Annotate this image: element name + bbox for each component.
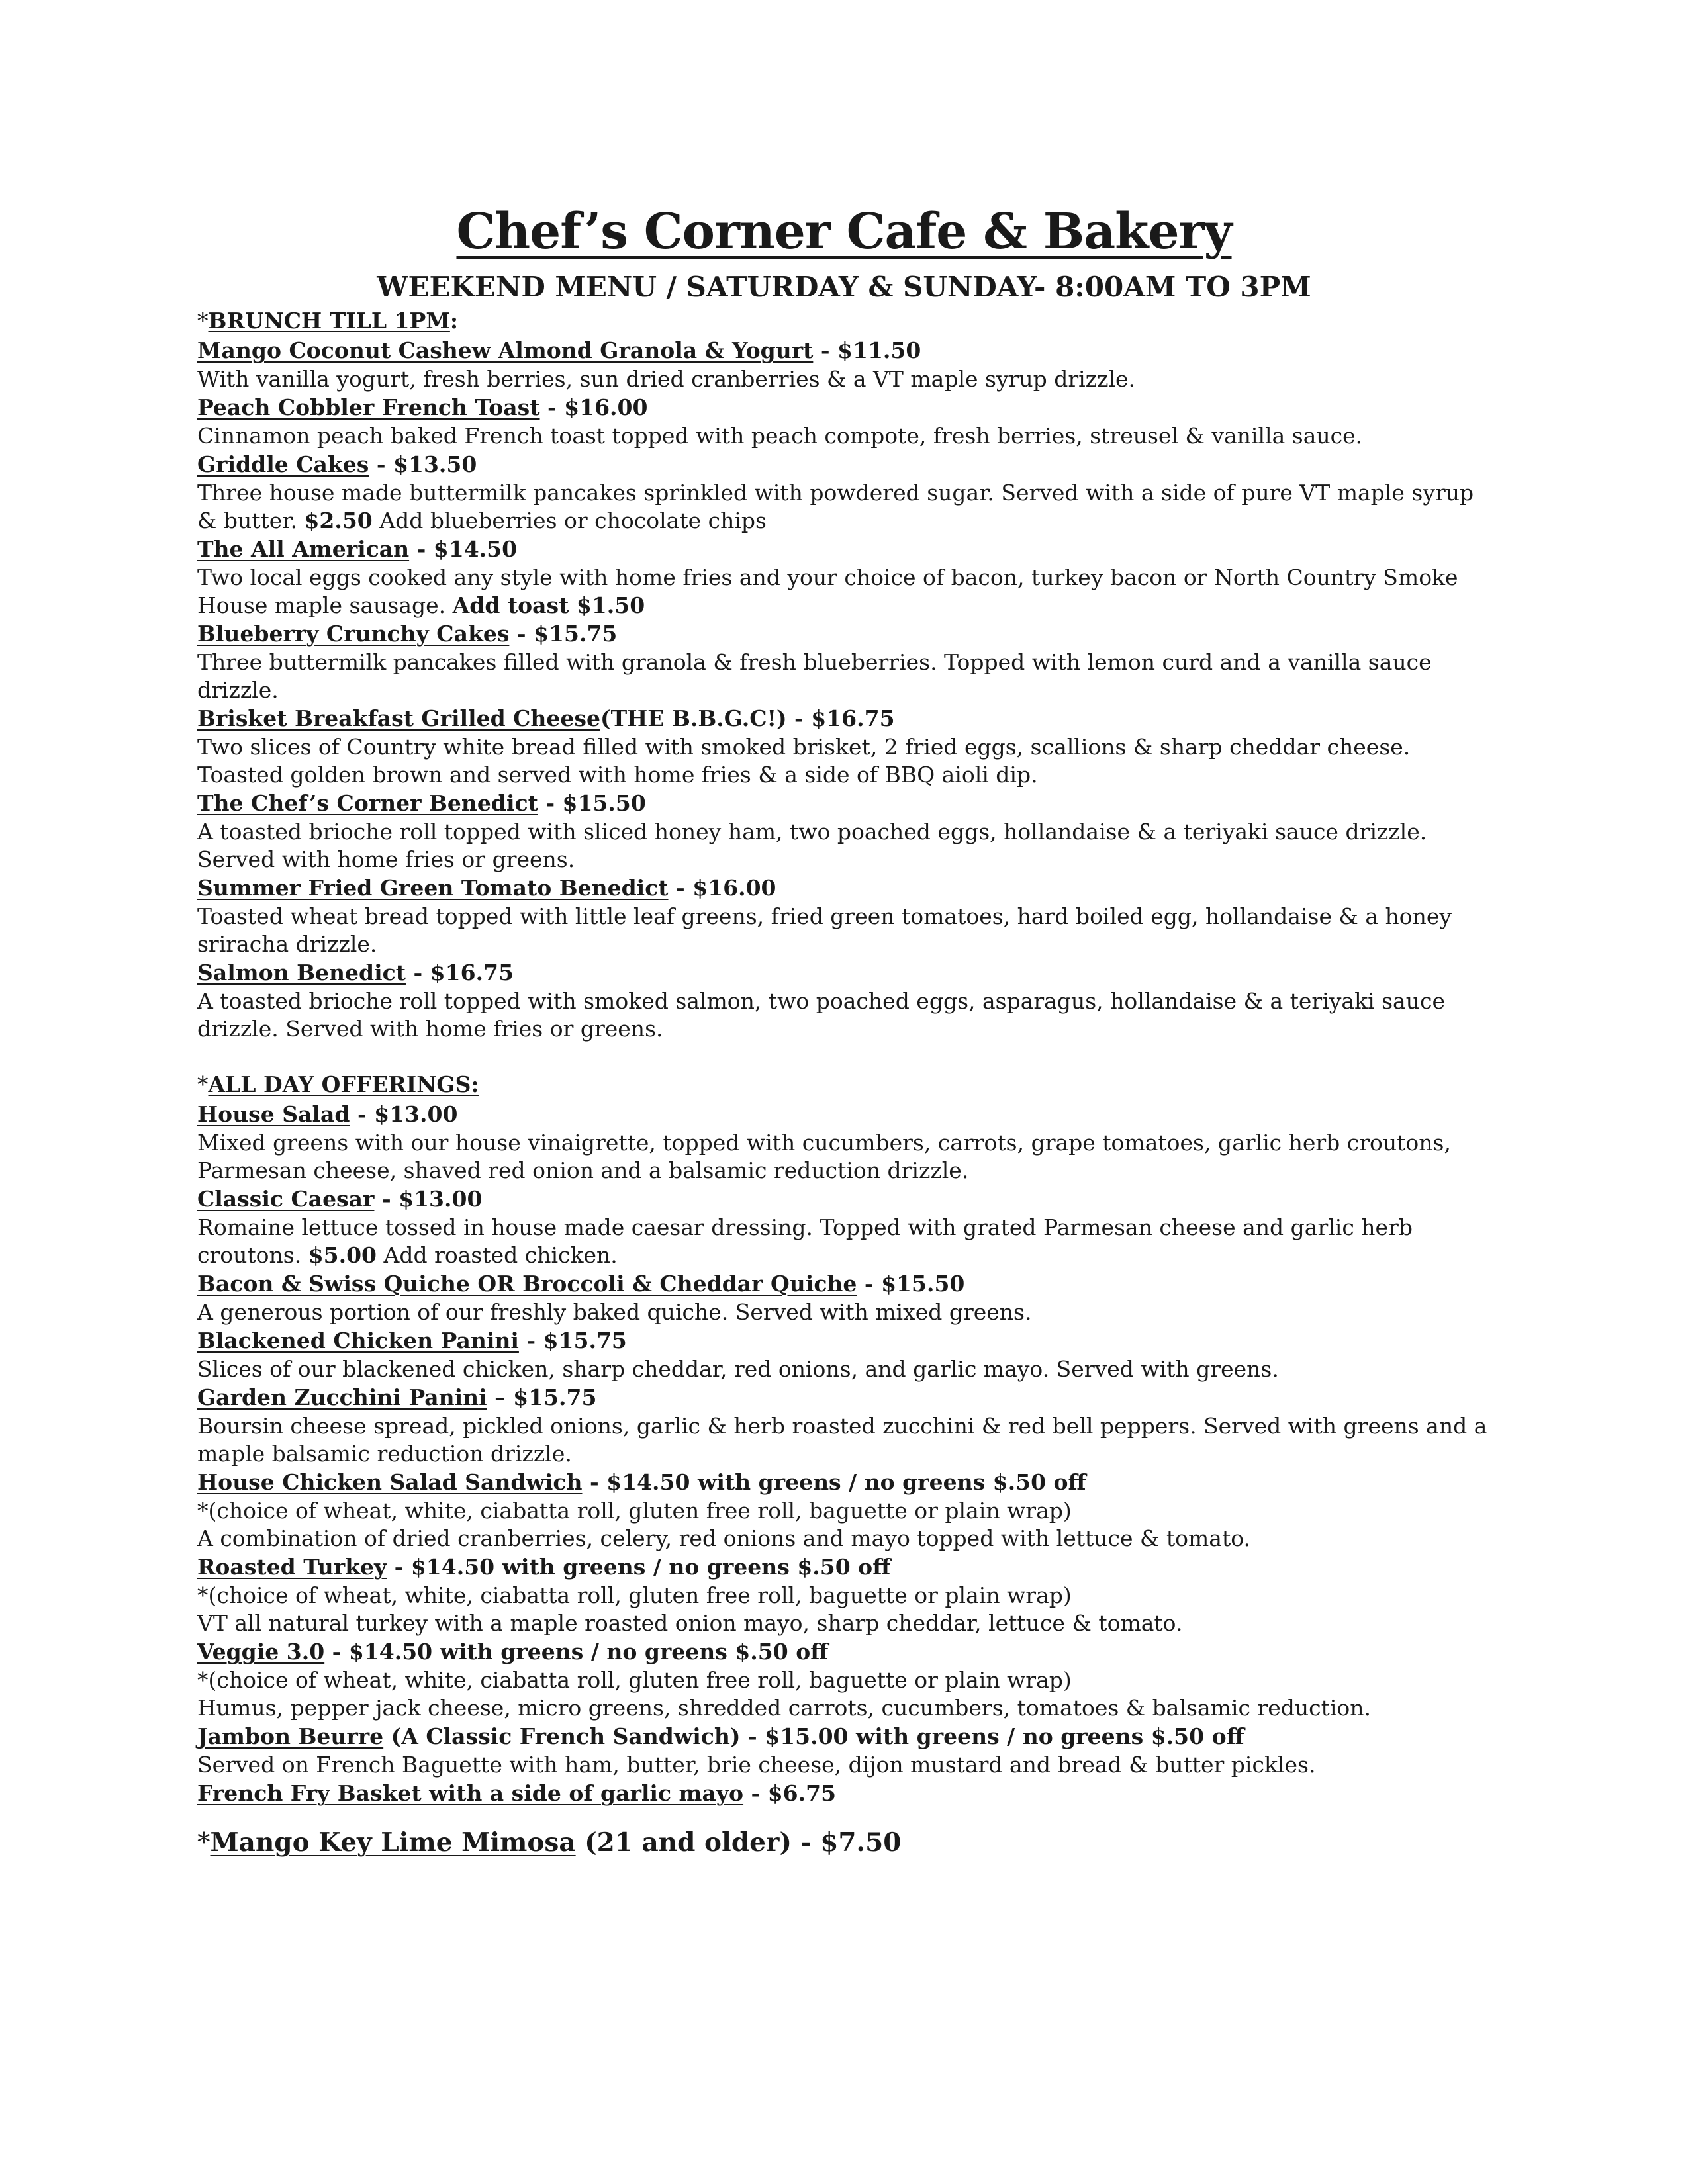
menu-item-price: - $13.00 — [350, 1101, 458, 1127]
menu-item-heading — [197, 1383, 1495, 1412]
menu-item-heading — [197, 1326, 1495, 1355]
menu-item-price: (A Classic French Sandwich) - $15.00 with greens / no greens $.50 off — [383, 1723, 1244, 1749]
menu-item-description-text: Humus, pepper jack cheese, micro greens, shredded carrots, cucumbers, tomatoes & balsamic reduction. — [197, 1695, 1372, 1721]
menu-item-name: Veggie 3.0 — [197, 1639, 325, 1664]
menu-item — [197, 874, 1495, 958]
section-heading-all-day: *ALL DAY OFFERINGS: — [197, 1071, 479, 1097]
menu-item-heading — [197, 1779, 1495, 1808]
menu-item-name: Bacon & Swiss Quiche OR Broccoli & Cheddar Quiche — [197, 1271, 857, 1297]
menu-item-price: – $15.75 — [487, 1385, 597, 1410]
menu-item-addon-text: Add roasted chicken. — [377, 1242, 618, 1268]
section-heading-brunch: *BRUNCH TILL 1PM: — [197, 308, 459, 334]
menu-item-heading — [197, 1553, 1495, 1582]
menu-item — [197, 1722, 1495, 1779]
menu-item-price: - $14.50 with greens / no greens $.50 off — [324, 1639, 829, 1664]
menu-item-description — [197, 564, 1495, 619]
menu-item-description — [197, 1214, 1495, 1269]
menu-item — [197, 1269, 1495, 1326]
menu-item-name: House Chicken Salad Sandwich — [197, 1469, 583, 1495]
menu-item-price: - $15.75 — [509, 621, 618, 647]
menu-item-description — [197, 1751, 1495, 1779]
menu-item-name: Brisket Breakfast Grilled Cheese — [197, 705, 600, 731]
menu-item-description — [197, 1694, 1495, 1722]
menu-item-description-text: A combination of dried cranberries, celery, red onions and mayo topped with lettuce & tomato. — [197, 1525, 1250, 1551]
menu-item — [197, 450, 1495, 535]
menu-item — [197, 1468, 1495, 1553]
menu-item-description — [197, 987, 1495, 1043]
menu-item-description — [197, 903, 1495, 958]
menu-item-addon-price: $2.50 — [304, 508, 373, 533]
menu-item-description-text: Two slices of Country white bread filled with smoked brisket, 2 fried eggs, scallions & sharp cheddar cheese. Toasted golden brown and served with home fries & a side of BBQ aioli dip. — [197, 734, 1411, 788]
menu-item — [197, 535, 1495, 619]
menu-item — [197, 1326, 1495, 1383]
menu-item-description-text: A generous portion of our freshly baked quiche. Served with mixed greens. — [197, 1299, 1032, 1325]
menu-item-price: - $6.75 — [743, 1780, 837, 1806]
menu-item-price: - $11.50 — [813, 338, 921, 363]
menu-item-description — [197, 1298, 1495, 1326]
menu-item-name: Blueberry Crunchy Cakes — [197, 621, 510, 647]
menu-item-description — [197, 818, 1495, 874]
menu-item-description-text: Cinnamon peach baked French toast topped with peach compote, fresh berries, streusel & vanilla sauce. — [197, 423, 1363, 449]
menu-item-description-text: Slices of our blackened chicken, sharp cheddar, red onions, and garlic mayo. Served with greens. — [197, 1356, 1279, 1382]
menu-item-name: Jambon Beurre — [197, 1723, 384, 1749]
menu-item-addon-price: $5.00 — [308, 1242, 377, 1268]
menu-item-description — [197, 1525, 1495, 1553]
menu-item-price: - $15.75 — [518, 1328, 627, 1353]
menu-item — [197, 1779, 1495, 1808]
menu-item-heading — [197, 393, 1495, 422]
menu-item-price: - $14.50 — [409, 536, 518, 562]
menu-item-addon-text: Add blueberries or chocolate chips — [372, 508, 767, 533]
menu-item-heading — [197, 789, 1495, 818]
page-subtitle: WEEKEND MENU / SATURDAY & SUNDAY- 8:00AM TO 3PM — [377, 271, 1311, 303]
menu-item-price: - $16.00 — [539, 394, 648, 420]
menu-item-heading — [197, 450, 1495, 479]
menu-item-description — [197, 649, 1495, 704]
menu-item — [197, 958, 1495, 1043]
menu-item-bread-note: *(choice of wheat, white, ciabatta roll, gluten free roll, baguette or plain wrap) — [197, 1582, 1072, 1608]
menu-item-heading — [197, 874, 1495, 903]
menu-item-description-text: Three house made buttermilk pancakes sprinkled with powdered sugar. Served with a side of pure VT maple syrup & butter. — [197, 480, 1474, 533]
menu-item-price: - $14.50 with greens / no greens $.50 off — [387, 1554, 891, 1580]
menu-item-name: Roasted Turkey — [197, 1554, 387, 1580]
menu-item-description — [197, 1355, 1495, 1383]
menu-item-heading — [197, 1722, 1495, 1751]
menu-item — [197, 1100, 1495, 1185]
menu-item-heading — [197, 1185, 1495, 1214]
menu-item-description-text: VT all natural turkey with a maple roasted onion mayo, sharp cheddar, lettuce & tomato. — [197, 1610, 1183, 1636]
menu-item-description-text: A toasted brioche roll topped with sliced honey ham, two poached eggs, hollandaise & a teriyaki sauce drizzle. Served with home fries or greens. — [197, 819, 1427, 872]
menu-item-price: - $16.75 — [405, 960, 514, 985]
menu-item-description-text: A toasted brioche roll topped with smoked salmon, two poached eggs, asparagus, hollandaise & a teriyaki sauce drizzle. Served with home fries or greens. — [197, 988, 1445, 1042]
menu-item-name: Mango Coconut Cashew Almond Granola & Yogurt — [197, 338, 814, 363]
menu-item-description-text: Three buttermilk pancakes filled with granola & fresh blueberries. Topped with lemon curd and a vanilla sauce drizzle. — [197, 649, 1432, 703]
menu-item-description — [197, 733, 1495, 789]
brunch-items — [197, 336, 1495, 1043]
menu-item-description — [197, 1610, 1495, 1637]
menu-item-price: - $15.50 — [538, 790, 646, 816]
menu-item-description — [197, 1412, 1495, 1468]
menu-item-name: Garden Zucchini Panini — [197, 1385, 487, 1410]
menu-item-heading — [197, 336, 1495, 365]
menu-item-name: Peach Cobbler French Toast — [197, 394, 540, 420]
page-title: Chef’s Corner Cafe & Bakery — [456, 203, 1232, 260]
menu-item-heading — [197, 619, 1495, 649]
menu-item-description-text: With vanilla yogurt, fresh berries, sun dried cranberries & a VT maple syrup drizzle. — [197, 366, 1136, 392]
menu-item-name: Classic Caesar — [197, 1186, 375, 1212]
menu-item-price: - $13.00 — [374, 1186, 483, 1212]
menu-item-description-text: Boursin cheese spread, pickled onions, garlic & herb roasted zucchini & red bell peppers. Served with greens and a maple balsamic reduction drizzle. — [197, 1413, 1487, 1467]
menu-item-heading — [197, 1637, 1495, 1666]
menu-item-description-text: Mixed greens with our house vinaigrette, topped with cucumbers, carrots, grape tomatoes, garlic herb croutons, Parmesan cheese, shaved red onion and a balsamic reduction drizzle. — [197, 1130, 1451, 1183]
menu-item-name: House Salad — [197, 1101, 350, 1127]
menu-item — [197, 1553, 1495, 1637]
menu-item-bread-note: *(choice of wheat, white, ciabatta roll, gluten free roll, baguette or plain wrap) — [197, 1667, 1072, 1693]
menu-item-name: Summer Fried Green Tomato Benedict — [197, 875, 669, 901]
menu-item-heading — [197, 1100, 1495, 1129]
menu-item-addon-price: Add toast $1.50 — [452, 592, 645, 618]
menu-item-name: Griddle Cakes — [197, 451, 369, 477]
menu-item-name: The All American — [197, 536, 410, 562]
menu-content — [197, 306, 1495, 1863]
menu-item-name: French Fry Basket with a side of garlic mayo — [197, 1780, 744, 1806]
menu-item-price: - $14.50 with greens / no greens $.50 off — [582, 1469, 1086, 1495]
menu-item-heading — [197, 704, 1495, 733]
menu-item — [197, 1383, 1495, 1468]
menu-item-description — [197, 479, 1495, 535]
menu-item-description-text: Toasted wheat bread topped with little leaf greens, fried green tomatoes, hard boiled egg, hollandaise & a honey sriracha drizzle. — [197, 903, 1452, 957]
menu-item — [197, 1185, 1495, 1269]
menu-item-price: - $16.00 — [668, 875, 776, 901]
menu-item-name: The Chef’s Corner Benedict — [197, 790, 538, 816]
menu-item-description-text: Two local eggs cooked any style with home fries and your choice of bacon, turkey bacon or North Country Smoke House maple sausage. — [197, 565, 1458, 618]
mimosa-item: *Mango Key Lime Mimosa (21 and older) - $7.50 — [197, 1827, 902, 1858]
menu-item-price: - $15.50 — [857, 1271, 965, 1297]
menu-item-description — [197, 1129, 1495, 1185]
menu-item-price: (THE B.B.G.C!) - $16.75 — [600, 705, 895, 731]
menu-item-bread-note: *(choice of wheat, white, ciabatta roll, gluten free roll, baguette or plain wrap) — [197, 1498, 1072, 1524]
menu-item-description-text: Served on French Baguette with ham, butter, brie cheese, dijon mustard and bread & butter pickles. — [197, 1752, 1316, 1778]
menu-item-name: Salmon Benedict — [197, 960, 406, 985]
menu-item — [197, 1637, 1495, 1722]
menu-item — [197, 789, 1495, 874]
menu-item-name: Blackened Chicken Panini — [197, 1328, 519, 1353]
menu-item-heading — [197, 1468, 1495, 1497]
menu-item-heading — [197, 958, 1495, 987]
menu-item — [197, 704, 1495, 789]
menu-item-description — [197, 365, 1495, 393]
menu-item — [197, 619, 1495, 704]
menu-item-description-text: Romaine lettuce tossed in house made caesar dressing. Topped with grated Parmesan cheese and garlic herb croutons. — [197, 1214, 1413, 1268]
all-day-items — [197, 1100, 1495, 1808]
menu-item-heading — [197, 535, 1495, 564]
menu-item — [197, 393, 1495, 450]
menu-item-price: - $13.50 — [369, 451, 477, 477]
menu-item-description — [197, 422, 1495, 450]
menu-item — [197, 336, 1495, 393]
menu-item-heading — [197, 1269, 1495, 1298]
